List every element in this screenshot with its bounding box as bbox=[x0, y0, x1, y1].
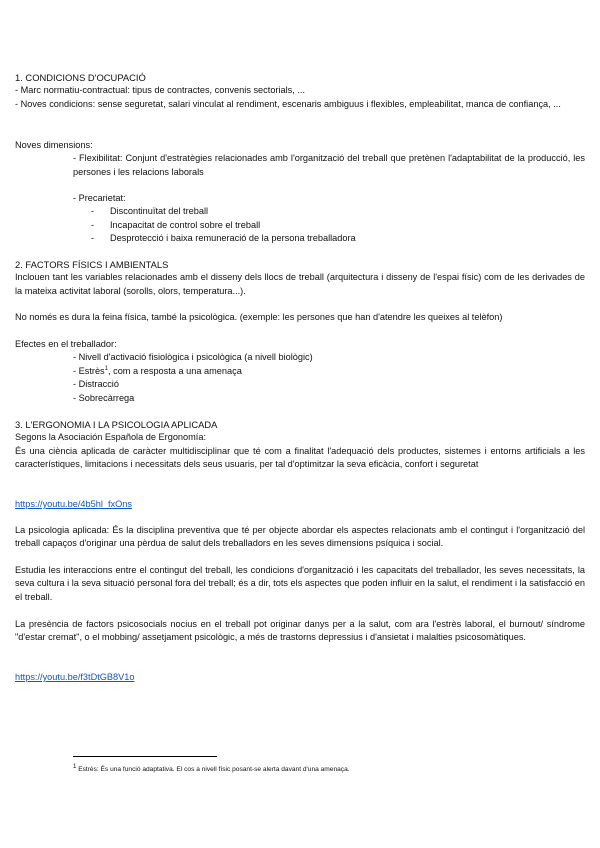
precariousness-title: - Precarietat: bbox=[73, 193, 126, 203]
footnote-ref[interactable]: 1 bbox=[104, 365, 108, 372]
effect-item: - Sobrecàrrega bbox=[73, 392, 135, 403]
footnote bbox=[73, 765, 573, 774]
precariousness-item: - Discontinuïtat del treball bbox=[91, 206, 209, 217]
section-2 bbox=[15, 258, 585, 298]
precariousness-item: - Incapacitat de control sobre el treball bbox=[91, 219, 261, 230]
footnote-text: Estrès: És una funció adaptativa. El cos a nivell físic posant-se alerta davant d'una amenaça. bbox=[78, 766, 350, 773]
section-1 bbox=[15, 71, 585, 111]
link-2-wrap bbox=[15, 671, 585, 684]
worker-effects-title: Efectes en el treballador: bbox=[15, 339, 117, 349]
ergonomics-definition: És una ciència aplicada de caràcter multidisciplinar que té com a finalitat l'adequació dels productes, sistemes i entorns artificials a les característiques, limitacions i necessitats dels seus usuaris, per tal d'optimitzar la seva eficàcia, confort i seguretat bbox=[15, 445, 585, 470]
youtube-link-2[interactable]: https://youtu.be/f3tDtGB8V1o bbox=[15, 672, 135, 682]
flexibility-item: - Flexibilitat: Conjunt d'estratègies relacionades amb l'organització del treball que pretènen l'adaptabilitat de la producció, les persones i les relacions laborals bbox=[73, 153, 585, 177]
section-1-line-1: - Marc normatiu-contractual: tipus de contractes, convenis sectorials, ... bbox=[15, 85, 306, 96]
new-dimensions-title: Noves dimensions: bbox=[15, 140, 93, 150]
effect-item: - Estrès$^1$, com a resposta a una amenaça bbox=[73, 365, 242, 376]
section-3-title: 3. L'ERGONOMIA I LA PSICOLOGIA APLICADA bbox=[15, 419, 218, 430]
section-1-title: 1. CONDICIONS D'OCUPACIÓ bbox=[15, 72, 146, 83]
applied-psychology bbox=[15, 524, 585, 551]
section-2-note bbox=[15, 311, 585, 324]
youtube-link-1[interactable]: https://youtu.be/4b5hl_fxOns bbox=[15, 499, 132, 509]
section-3 bbox=[15, 418, 585, 472]
footnote-divider bbox=[73, 756, 217, 757]
section-2-paragraph-2: No només es dura la feina física, també la psicològica. (exemple: les persones que han d'atendre les queixes al telèfon) bbox=[15, 312, 503, 322]
section-2-paragraph-1: Inclouen tant les variables relacionades amb el disseny dels llocs de treball (arquitectura i disseny de l'espai físic) com de les derivades de la mateixa activitat laboral (sorolls, olors, temperatura...). bbox=[15, 272, 585, 296]
applied-psychology-paragraph: La psicologia aplicada: És la disciplina preventiva que té per objecte abordar els aspectes relacionats amb el contingut i l'organització del treball capaços d'originar una pèrdua de salut dels treballadors en les seves dimensions psíquica i social. bbox=[15, 525, 585, 549]
effect-item: - Nivell d'activació fisiològica i psicològica (a nivell biològic) bbox=[73, 352, 313, 363]
precariousness-item: - Desprotecció i baixa remuneració de la persona treballadora bbox=[91, 233, 356, 244]
section-1-line-2: - Noves condicions: sense seguretat, salari vinculat al rendiment, escenaris ambiguus i flexibles, empleabilitat, manca de confiança, ... bbox=[15, 98, 561, 109]
link-1-wrap bbox=[15, 498, 585, 511]
interactions bbox=[15, 564, 585, 604]
section-3-subtitle: Segons la Asociación Española de Ergonomía: bbox=[15, 432, 207, 443]
psychosocial-factors bbox=[15, 618, 585, 645]
worker-effects bbox=[15, 338, 585, 405]
psychosocial-paragraph: La presència de factors psicosocials nocius en el treball pot originar danys per a la salut, com ara l'estrès laboral, el burnout/ síndrome "d'estar cremat", o el mobbing/ assetjament psicològic, a més de trastorns depressius i d'ansietat i malalties psicosomàtiques. bbox=[15, 619, 585, 643]
precariousness bbox=[15, 192, 585, 246]
effect-item: - Distracció bbox=[73, 379, 119, 390]
section-2-title: 2. FACTORS FÍSICS I AMBIENTALS bbox=[15, 259, 169, 270]
new-dimensions bbox=[15, 139, 585, 179]
footnote-number: 1 bbox=[73, 763, 77, 770]
interactions-paragraph: Estudia les interaccions entre el contingut del treball, les condicions d'organització i les capacitats del treballador, les seves necessitats, la seva cultura i la seva situació personal fora del treball; és a dir, tots els aspectes que poden influir en la salut, el rendiment i la satisfacció en el treball. bbox=[15, 565, 585, 602]
